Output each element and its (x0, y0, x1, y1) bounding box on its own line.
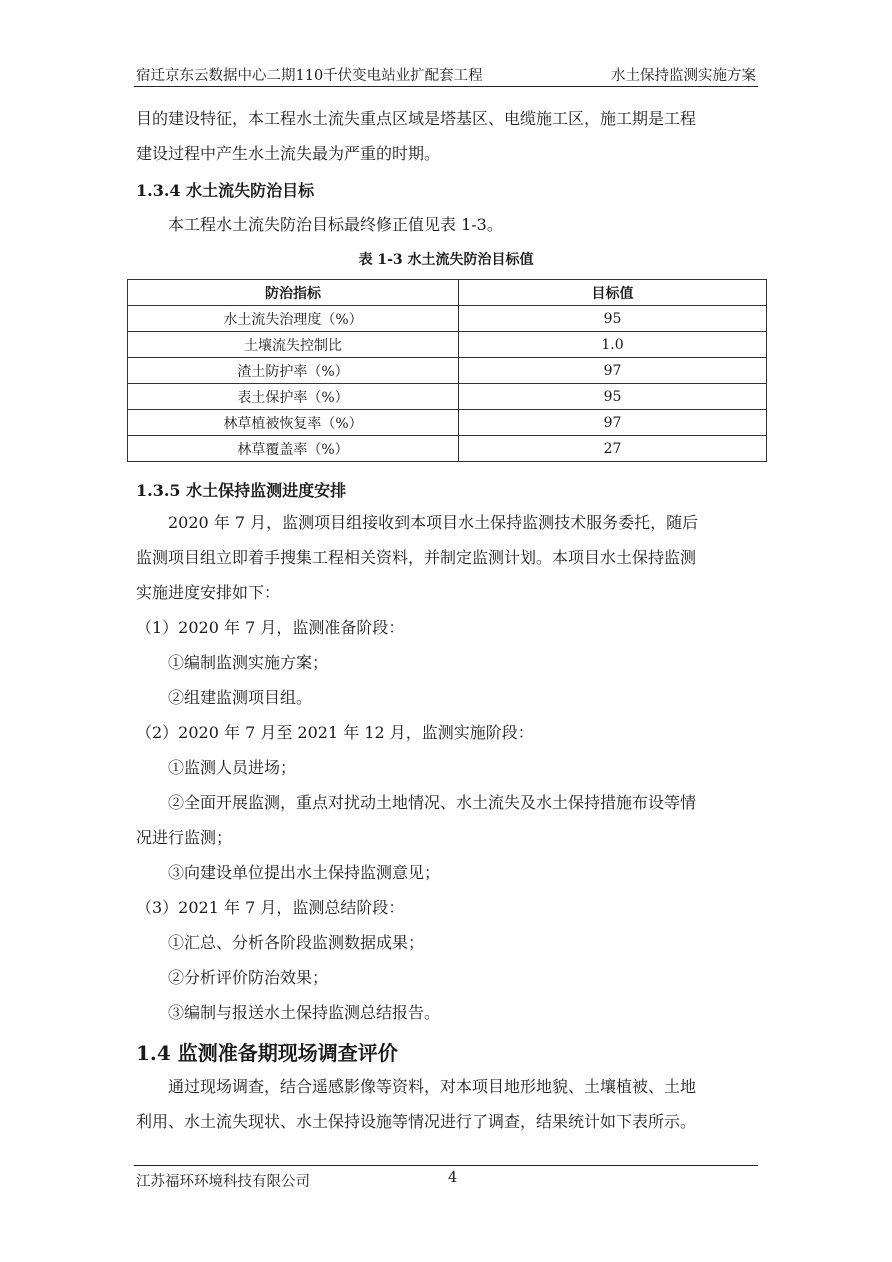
list-item: ①编制监测实施方案； (168, 653, 329, 672)
footer-company: 江苏福环环境科技有限公司 (136, 1174, 310, 1190)
list-item: ②组建监测项目组。 (168, 688, 313, 707)
section-1-4-paragraph (136, 1069, 758, 1139)
table-cell-indicator: 渣土防护率（%） (128, 358, 459, 384)
table-cell-indicator: 表土保护率（%） (128, 384, 459, 410)
table-header-row (128, 280, 767, 306)
table-header-indicator: 防治指标 (128, 280, 459, 306)
schedule-para-line-3: 实施进度安排如下： (136, 583, 281, 602)
table-cell-value: 95 (459, 384, 767, 410)
footer-divider (134, 1165, 758, 1166)
schedule-para-line-2: 监测项目组立即着手搜集工程相关资料，并制定监测计划。本项目水土保持监测 (136, 548, 697, 567)
table-row (128, 358, 767, 384)
stage-2-label: （2）2020 年 7 月至 2021 年 12 月，监测实施阶段： (136, 723, 534, 742)
section-1-3-5-body (136, 505, 758, 1030)
table-row (128, 436, 767, 462)
list-item: ①汇总、分析各阶段监测数据成果； (168, 933, 425, 952)
table-row (128, 384, 767, 410)
list-item: ②分析评价防治效果； (168, 968, 329, 987)
section-1-3-5-heading: 1.3.5 水土保持监测进度安排 (136, 481, 347, 500)
stage-3-label: （3）2021 年 7 月，监测总结阶段： (136, 898, 405, 917)
table-cell-value: 1.0 (459, 332, 767, 358)
list-item: ①监测人员进场； (168, 758, 297, 777)
table-cell-indicator: 土壤流失控制比 (128, 332, 459, 358)
list-item: ②全面开展监测，重点对扰动土地情况、水土流失及水土保持措施布设等情 (168, 793, 697, 812)
header-document-title: 水土保持监测实施方案 (611, 68, 756, 84)
table-row (128, 410, 767, 436)
survey-para-line-1: 通过现场调查，结合遥感影像等资料，对本项目地形地貌、土壤植被、土地 (168, 1077, 697, 1096)
stage-1-label: （1）2020 年 7 月，监测准备阶段： (136, 618, 405, 637)
schedule-para-line-1: 2020 年 7 月，监测项目组接收到本项目水土保持监测技术服务委托，随后 (168, 513, 699, 532)
list-item: ③编制与报送水土保持监测总结报告。 (168, 1003, 441, 1022)
table-cell-value: 95 (459, 306, 767, 332)
section-1-3-4-heading: 1.3.4 水土流失防治目标 (136, 181, 315, 200)
list-item: ③向建设单位提出水土保持监测意见； (168, 863, 441, 882)
table-cell-indicator: 水土流失治理度（%） (128, 306, 459, 332)
table-row (128, 306, 767, 332)
header-divider (134, 86, 758, 87)
intro-line-2: 建设过程中产生水土流失最为严重的时期。 (136, 144, 441, 163)
table-cell-value: 97 (459, 358, 767, 384)
section-1-4-heading: 1.4 监测准备期现场调查评价 (136, 1041, 398, 1065)
header-project-title: 宿迁京东云数据中心二期110千伏变电站业扩配套工程 (136, 68, 483, 84)
targets-table (127, 279, 767, 462)
intro-line-1: 目的建设特征，本工程水土流失重点区域是塔基区、电缆施工区，施工期是工程 (136, 109, 697, 128)
section-1-3-4-paragraph (136, 207, 758, 242)
table-cell-value: 27 (459, 436, 767, 462)
intro-paragraph (136, 101, 758, 171)
table-caption: 表 1-3 水土流失防治目标值 (358, 252, 534, 268)
table-cell-indicator: 林草覆盖率（%） (128, 436, 459, 462)
list-item-continuation: 况进行监测； (136, 828, 233, 847)
table-header-target: 目标值 (459, 280, 767, 306)
section-1-3-4-text: 本工程水土流失防治目标最终修正值见表 1-3。 (168, 215, 503, 234)
table-row (128, 332, 767, 358)
survey-para-line-2: 利用、水土流失现状、水土保持设施等情况进行了调查，结果统计如下表所示。 (136, 1112, 697, 1131)
table-cell-indicator: 林草植被恢复率（%） (128, 410, 459, 436)
page-number: 4 (448, 1170, 458, 1186)
table-cell-value: 97 (459, 410, 767, 436)
